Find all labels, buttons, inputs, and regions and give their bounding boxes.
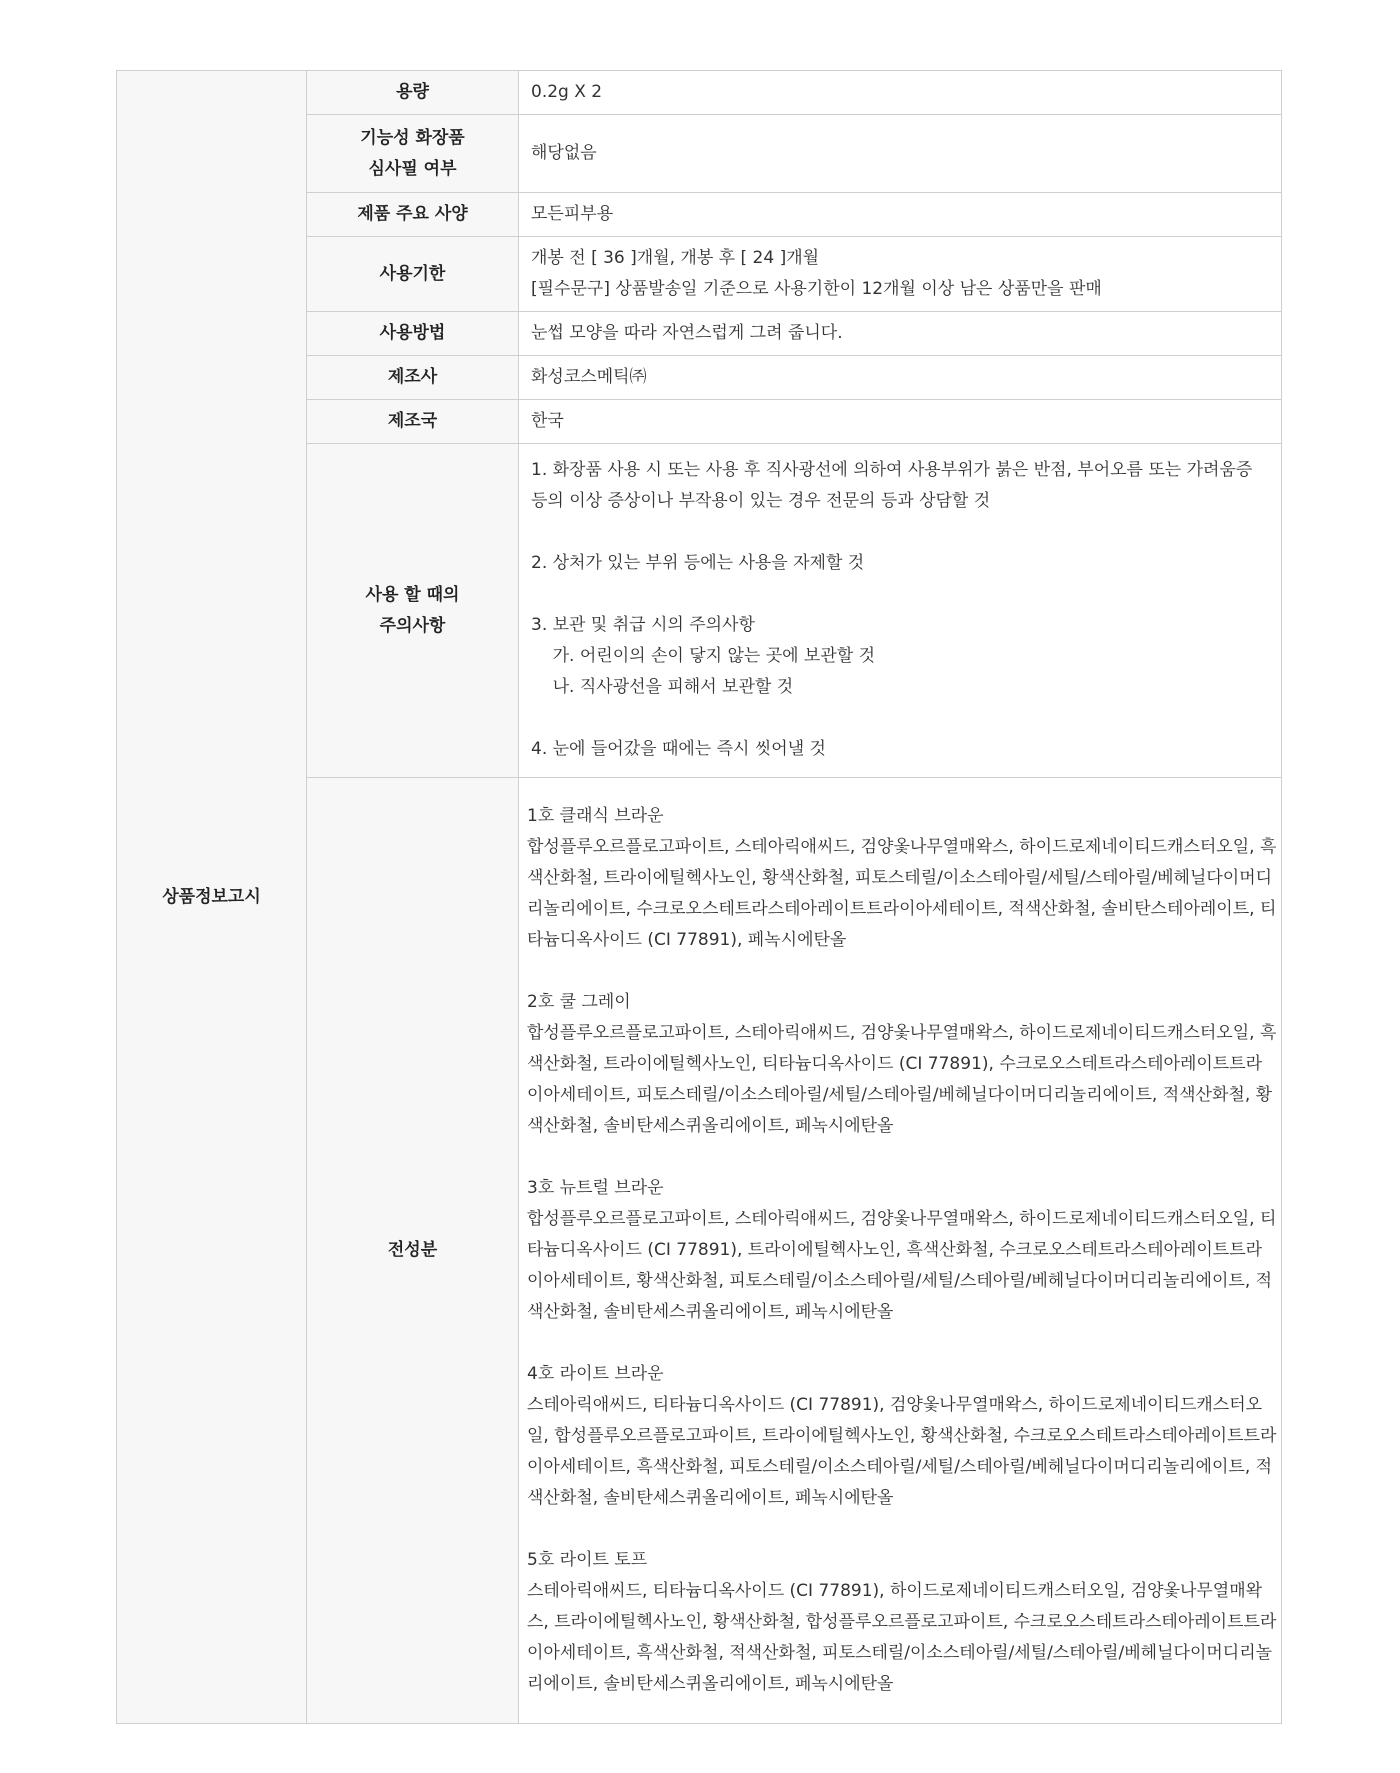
row-value-functional-cosmetic: 해당없음	[519, 115, 1282, 193]
row-value-country: 한국	[519, 400, 1282, 444]
row-key-country: 제조국	[307, 400, 519, 444]
section-label: 상품정보고시	[117, 71, 307, 1724]
product-info-notice	[116, 70, 1281, 1724]
product-info-table	[116, 70, 1282, 1724]
row-key-ingredients: 전성분	[307, 778, 519, 1724]
row-key-usage: 사용방법	[307, 312, 519, 356]
row-value-usage: 눈썹 모양을 따라 자연스럽게 그려 줍니다.	[519, 312, 1282, 356]
row-value-capacity: 0.2g X 2	[519, 71, 1282, 115]
row-capacity	[117, 71, 1282, 115]
row-key-expiry: 사용기한	[307, 237, 519, 312]
row-key-main-spec: 제품 주요 사양	[307, 193, 519, 237]
row-key-functional-cosmetic: 기능성 화장품 심사필 여부	[307, 115, 519, 193]
row-value-main-spec: 모든피부용	[519, 193, 1282, 237]
row-value-cautions: 1. 화장품 사용 시 또는 사용 후 직사광선에 의하여 사용부위가 붉은 반점, 부어오름 또는 가려움증 등의 이상 증상이나 부작용이 있는 경우 전문의 등과 상담할 것 2. 상처가 있는 부위 등에는 사용을 자제할 것 3. 보관 및 취급 시의 주의사항 가. 어린이의 손이 닿지 않는 곳에 보관할 것 나. 직사광선을 피해서 보관할 것 4. 눈에 들어갔을 때에는 즉시 씻어낼 것	[519, 444, 1282, 778]
row-value-ingredients: 1호 클래식 브라운 합성플루오르플로고파이트, 스테아릭애씨드, 검양옻나무열매왁스, 하이드로제네이티드캐스터오일, 흑색산화철, 트라이에틸헥사노인, 황색산화철, 피토스테릴/이소스테아릴/세틸/스테아릴/베헤닐다이머디리놀리에이트, 수크로오스테트라스테아레이트트라이아세테이트, 적색산화철, 솔비탄스테아레이트, 티타늄디옥사이드 (CI 77891), 페녹시에탄올 2호 쿨 그레이 합성플루오르플로고파이트, 스테아릭애씨드, 검양옻나무열매왁스, 하이드로제네이티드캐스터오일, 흑색산화철, 트라이에틸헥사노인, 티타늄디옥사이드 (CI 77891), 수크로오스테트라스테아레이트트라이아세테이트, 피토스테릴/이소스테아릴/세틸/스테아릴/베헤닐다이머디리놀리에이트, 적색산화철, 황색산화철, 솔비탄세스퀴올리에이트, 페녹시에탄올 3호 뉴트럴 브라운 합성플루오르플로고파이트, 스테아릭애씨드, 검양옻나무열매왁스, 하이드로제네이티드캐스터오일, 티타늄디옥사이드 (CI 77891), 트라이에틸헥사노인, 흑색산화철, 수크로오스테트라스테아레이트트라이아세테이트, 황색산화철, 피토스테릴/이소스테아릴/세틸/스테아릴/베헤닐다이머디리놀리에이트, 적색산화철, 솔비탄세스퀴올리에이트, 페녹시에탄올 4호 라이트 브라운 스테아릭애씨드, 티타늄디옥사이드 (CI 77891), 검양옻나무열매왁스, 하이드로제네이티드캐스터오일, 합성플루오르플로고파이트, 트라이에틸헥사노인, 황색산화철, 수크로오스테트라스테아레이트트라이아세테이트, 흑색산화철, 피토스테릴/이소스테아릴/세틸/스테아릴/베헤닐다이머디리놀리에이트, 적색산화철, 솔비탄세스퀴올리에이트, 페녹시에탄올 5호 라이트 토프 스테아릭애씨드, 티타늄디옥사이드 (CI 77891), 하이드로제네이티드캐스터오일, 검양옻나무열매왁스, 트라이에틸헥사노인, 황색산화철, 합성플루오르플로고파이트, 수크로오스테트라스테아레이트트라이아세테이트, 흑색산화철, 적색산화철, 피토스테릴/이소스테아릴/세틸/스테아릴/베헤닐다이머디리놀리에이트, 솔비탄세스퀴올리에이트, 페녹시에탄올	[519, 778, 1282, 1724]
row-value-expiry: 개봉 전 [ 36 ]개월, 개봉 후 [ 24 ]개월 [필수문구] 상품발송일 기준으로 사용기한이 12개월 이상 남은 상품만을 판매	[519, 237, 1282, 312]
row-key-cautions: 사용 할 때의 주의사항	[307, 444, 519, 778]
row-value-manufacturer: 화성코스메틱㈜	[519, 356, 1282, 400]
row-key-manufacturer: 제조사	[307, 356, 519, 400]
row-key-capacity: 용량	[307, 71, 519, 115]
